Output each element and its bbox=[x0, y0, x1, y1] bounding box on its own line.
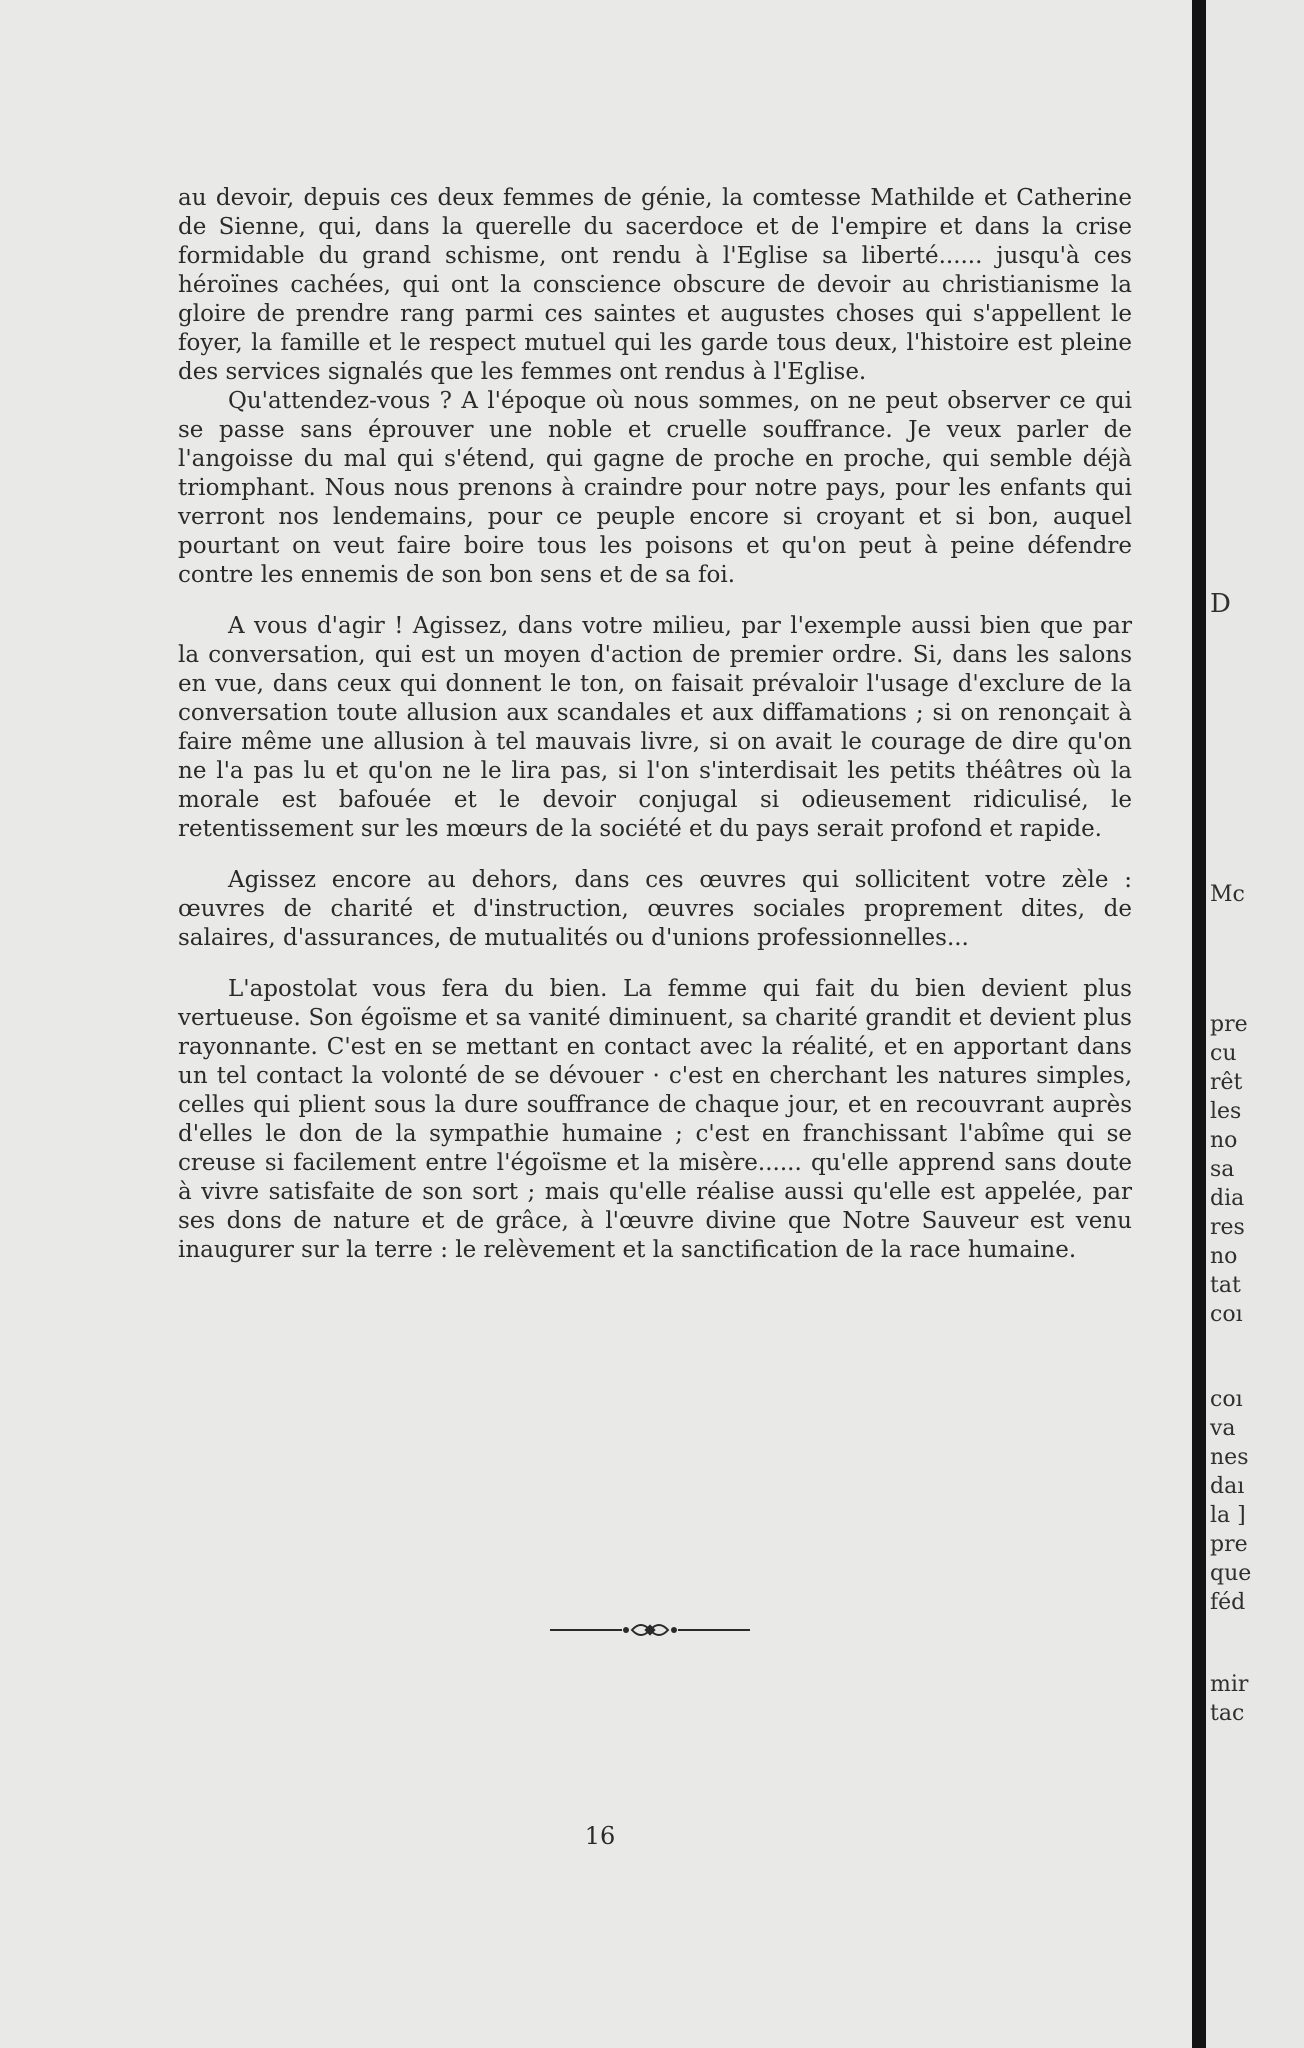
ornament-divider-icon bbox=[550, 1618, 750, 1642]
facing-fragment: res bbox=[1210, 1215, 1245, 1240]
facing-fragment: féd bbox=[1210, 1590, 1246, 1615]
facing-fragment: va bbox=[1210, 1416, 1236, 1441]
book-gutter bbox=[1192, 0, 1206, 2048]
facing-fragment: no bbox=[1210, 1128, 1238, 1153]
facing-fragment: tat bbox=[1210, 1273, 1241, 1298]
facing-fragment: nes bbox=[1210, 1445, 1249, 1470]
paragraph-4: Agissez encore au dehors, dans ces œuvres qui sollicitent votre zèle : œuvres de charité et d'instruction, œuvres sociales proprement dites, de salaires, d'assurances, de mutualités ou d'unions professionnelles... bbox=[178, 867, 1132, 951]
facing-page bbox=[1206, 0, 1304, 2048]
facing-fragment: les bbox=[1210, 1099, 1242, 1124]
paragraph-3: A vous d'agir ! Agissez, dans votre milieu, par l'exemple aussi bien que par la conversation, qui est un moyen d'action de premier ordre. Si, dans les salons en vue, dans ceux qui donnent le ton, on faisait prévaloir l'usage d'exclure de la conversation toute allusion aux scandales et aux diffamations ; si on renonçait à faire même une allusion à tel mauvais livre, si on avait le courage de dire qu'on ne l'a pas lu et qu'on ne le lira pas, si l'on s'interdisait les petits théâtres où la morale est bafouée et le devoir conjugal si odieusement ridiculisé, le retentissement sur les mœurs de la société et du pays serait profond et rapide. bbox=[178, 613, 1132, 842]
page-number: 16 bbox=[584, 1822, 616, 1850]
facing-fragment: sa bbox=[1210, 1157, 1235, 1182]
body-text bbox=[178, 184, 1132, 1265]
facing-fragment: Mc bbox=[1210, 882, 1245, 907]
facing-fragment: pre bbox=[1210, 1532, 1248, 1557]
facing-fragment: cu bbox=[1210, 1041, 1237, 1066]
paragraph-1: au devoir, depuis ces deux femmes de génie, la comtesse Mathilde et Catherine de Sienne, qui, dans la querelle du sacerdoce et de l'empire et dans la crise formidable du grand schisme, ont rendu à l'Eglise sa liberté...... jusqu'à ces héroïnes cachées, qui ont la conscience obscure de devoir au christianisme la gloire de prendre rang parmi ces saintes et augustes choses qui s'appellent le foyer, la famille et le respect mutuel qui les garde tous deux, l'histoire est pleine des services signalés que les femmes ont rendus à l'Eglise. bbox=[178, 185, 1132, 385]
facing-fragment: dia bbox=[1210, 1186, 1245, 1211]
facing-fragment: la ] bbox=[1210, 1503, 1246, 1528]
facing-fragment: rêt bbox=[1210, 1070, 1243, 1095]
paragraph-2: Qu'attendez-vous ? A l'époque où nous sommes, on ne peut observer ce qui se passe sans éprouver une noble et cruelle souffrance. Je veux parler de l'angoisse du mal qui s'étend, qui gagne de proche en proche, qui semble déjà triomphant. Nous nous prenons à craindre pour notre pays, pour les enfants qui verront nos lendemains, pour ce peuple encore si croyant et si bon, auquel pourtant on veut faire boire tous les poisons et qu'on peut à peine défendre contre les ennemis de son bon sens et de sa foi. bbox=[178, 388, 1132, 588]
facing-fragment: D bbox=[1210, 589, 1231, 619]
paragraph-5: L'apostolat vous fera du bien. La femme qui fait du bien devient plus vertueuse. Son égoïsme et sa vanité diminuent, sa charité grandit et devient plus rayonnante. C'est en se mettant en contact avec la réalité, et en apportant dans un tel contact la volonté de se dévouer · c'est en cherchant les natures simples, celles qui plient sous la dure souffrance de chaque jour, et en recouvrant auprès d'elles le don de la sympathie humaine ; c'est en franchissant l'abîme qui se creuse si facilement entre l'égoïsme et la misère...... qu'elle apprend sans doute à vivre satisfaite de son sort ; mais qu'elle réalise aussi qu'elle est appelée, par ses dons de nature et de grâce, à l'œuvre divine que Notre Sauveur est venu inaugurer sur la terre : le relèvement et la sanctification de la race humaine. bbox=[178, 976, 1132, 1263]
facing-fragment: coı bbox=[1210, 1387, 1243, 1412]
facing-fragment: pre bbox=[1210, 1012, 1248, 1037]
facing-fragment: no bbox=[1210, 1244, 1238, 1269]
facing-fragment: mir bbox=[1210, 1672, 1249, 1697]
facing-fragment: que bbox=[1210, 1561, 1252, 1586]
facing-fragment: tac bbox=[1210, 1701, 1245, 1726]
facing-fragment: coı bbox=[1210, 1302, 1243, 1327]
facing-fragment: daı bbox=[1210, 1474, 1245, 1499]
